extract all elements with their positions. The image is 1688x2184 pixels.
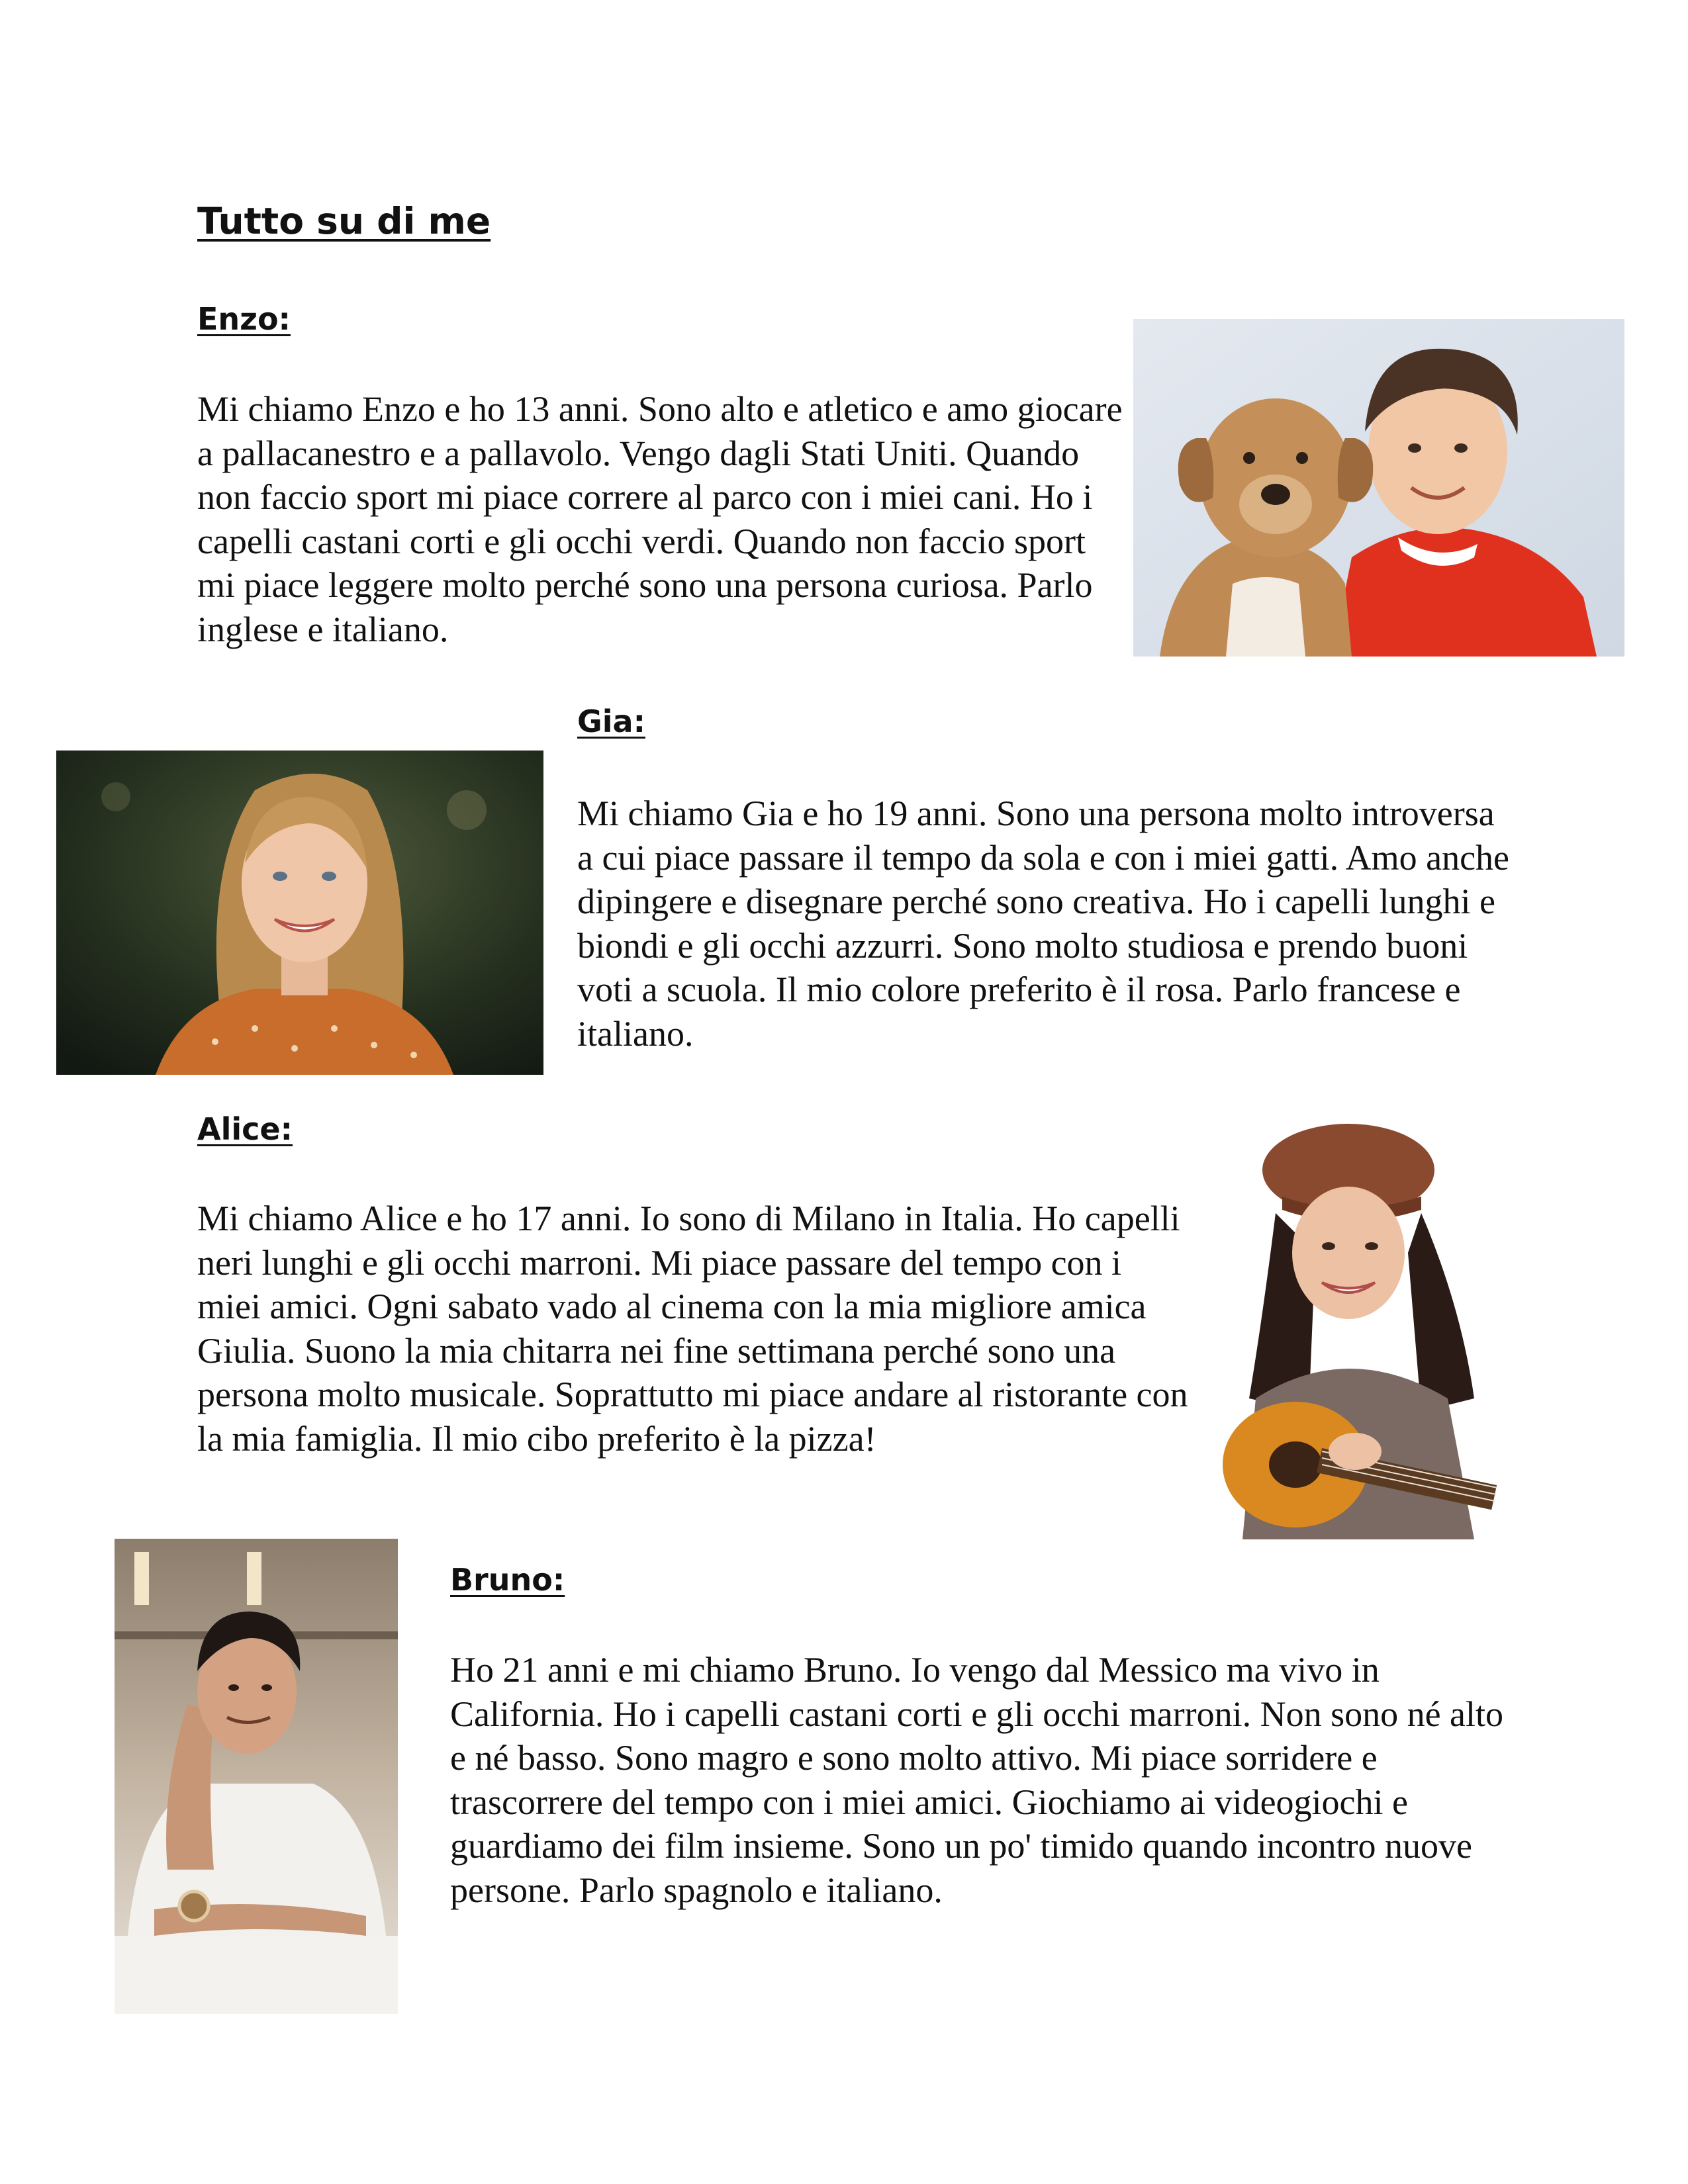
photo-girl-with-guitar (1223, 1120, 1501, 1539)
profile-text-alice: Mi chiamo Alice e ho 17 anni. Io sono di Milano in Italia. Ho capelli neri lunghi e gli occhi marroni. Mi piace passare del tempo con i miei amici. Ogni sabato vado al cinema con la mia migliore amica Giulia. Suono la mia chitarra nei fine settimana perché sono una persona molto musicale. Soprattutto mi piace andare al ristorante con la mia famiglia. Il mio cibo preferito è la pizza! (197, 1199, 1188, 1459)
profile-heading-gia: Gia: (577, 704, 645, 739)
profile-heading-enzo: Enzo: (197, 301, 291, 337)
photo-smiling-blonde-girl (56, 751, 543, 1075)
page-title: Tutto su di me (197, 200, 491, 242)
profile-text-gia: Mi chiamo Gia e ho 19 anni. Sono una persona molto introversa a cui piace passare il tempo da sola e con i miei gatti. Amo anche dipingere e disegnare perché sono creativa. Ho i capelli lunghi e biondi e gli occhi azzurri. Sono molto studiosa e prendo buoni voti a scuola. Il mio colore preferito è il rosa. Parlo francese e italiano. (577, 794, 1510, 1054)
profile-text-enzo: Mi chiamo Enzo e ho 13 anni. Sono alto e atletico e amo giocare a pallacanestro e a pallavolo. Vengo dagli Stati Uniti. Quando non faccio sport mi piace correre al parco con i miei cani. Ho i capelli castani corti e gli occhi verdi. Quando non faccio sport mi piace leggere molto perché sono una persona curiosa. Parlo inglese e italiano. (197, 389, 1123, 649)
photo-boy-with-dog (1133, 319, 1624, 657)
photo-young-man-thinking (115, 1539, 398, 2014)
profile-heading-bruno: Bruno: (450, 1562, 565, 1598)
profile-text-bruno: Ho 21 anni e mi chiamo Bruno. Io vengo dal Messico ma vivo in California. Ho i capelli castani corti e gli occhi marroni. Non sono né alto e né basso. Sono magro e sono molto attivo. Mi piace sorridere e trascorrere del tempo con i miei amici. Giochiamo ai videogiochi e guardiamo dei film insieme. Sono un po' timido quando incontro nuove persone. Parlo spagnolo e italiano. (450, 1650, 1504, 1910)
profile-heading-alice: Alice: (197, 1111, 293, 1147)
